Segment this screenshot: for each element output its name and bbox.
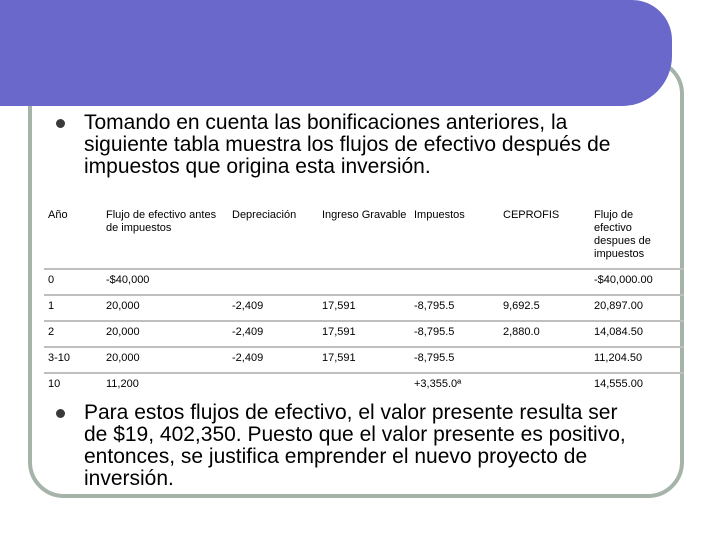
table-row-separator [44,294,684,296]
table-row-separator [44,372,684,374]
table-cell: 14,084.50 [594,326,643,338]
table-cell: 0 [48,274,55,286]
table-header-cell: Flujo de efectivo despues de impuestos [594,209,651,260]
table-header-cell: Flujo de efectivo antes de impuestos [106,209,217,234]
table-header-cell: CEPROFIS [503,209,560,221]
table-cell: -2,409 [232,300,264,312]
table-cell: 17,591 [322,352,356,364]
table-cell: -8,795.5 [414,300,455,312]
title-band [0,0,672,106]
table-cell: -8,795.5 [414,352,455,364]
table-cell: -2,409 [232,352,264,364]
table-cell: 20,897.00 [594,300,643,312]
bullet-2-text: Para estos flujos de efectivo, el valor presente resulta ser de $19, 402,350. Puesto que el valor presente es positivo, entonces, se justifica emprender el nuevo proyecto de inversión. [84,401,626,490]
table-cell: 3-10 [48,352,71,364]
table-cell: 1 [48,300,55,312]
table-cell: 2,880.0 [503,326,540,338]
table-header-cell: Depreciación [232,209,297,221]
table-cell: 11,204.50 [594,352,643,364]
table-cell: -2,409 [232,326,264,338]
bullet-dot-icon [56,119,65,128]
table-cell: 20,000 [106,326,140,338]
table-header-cell: Impuestos [414,209,465,221]
table-cell: 20,000 [106,352,140,364]
table-cell: 9,692.5 [503,300,540,312]
bullet-dot-icon [56,409,65,418]
table-cell: +3,355.0ª [414,378,462,390]
table-cell: 17,591 [322,326,356,338]
table-row-separator [44,268,684,270]
table-cell: 14,555.00 [594,378,643,390]
table-cell: 2 [48,326,55,338]
table-cell: 17,591 [322,300,356,312]
table-header-cell: Año [48,209,68,221]
table-header-cell: Ingreso Gravable [322,209,407,221]
table-cell: 20,000 [106,300,140,312]
table-cell: -$40,000.00 [594,274,653,286]
table-row-separator [44,346,684,348]
bullet-1-text: Tomando en cuenta las bonificaciones anteriores, la siguiente tabla muestra los flujos de efectivo después de impuestos que origina esta inversión. [84,111,611,178]
table-cell: -8,795.5 [414,326,455,338]
table-cell: 10 [48,378,61,390]
table-cell: -$40,000 [106,274,150,286]
table-cell: 11,200 [106,378,139,390]
table-row-separator [44,320,684,322]
